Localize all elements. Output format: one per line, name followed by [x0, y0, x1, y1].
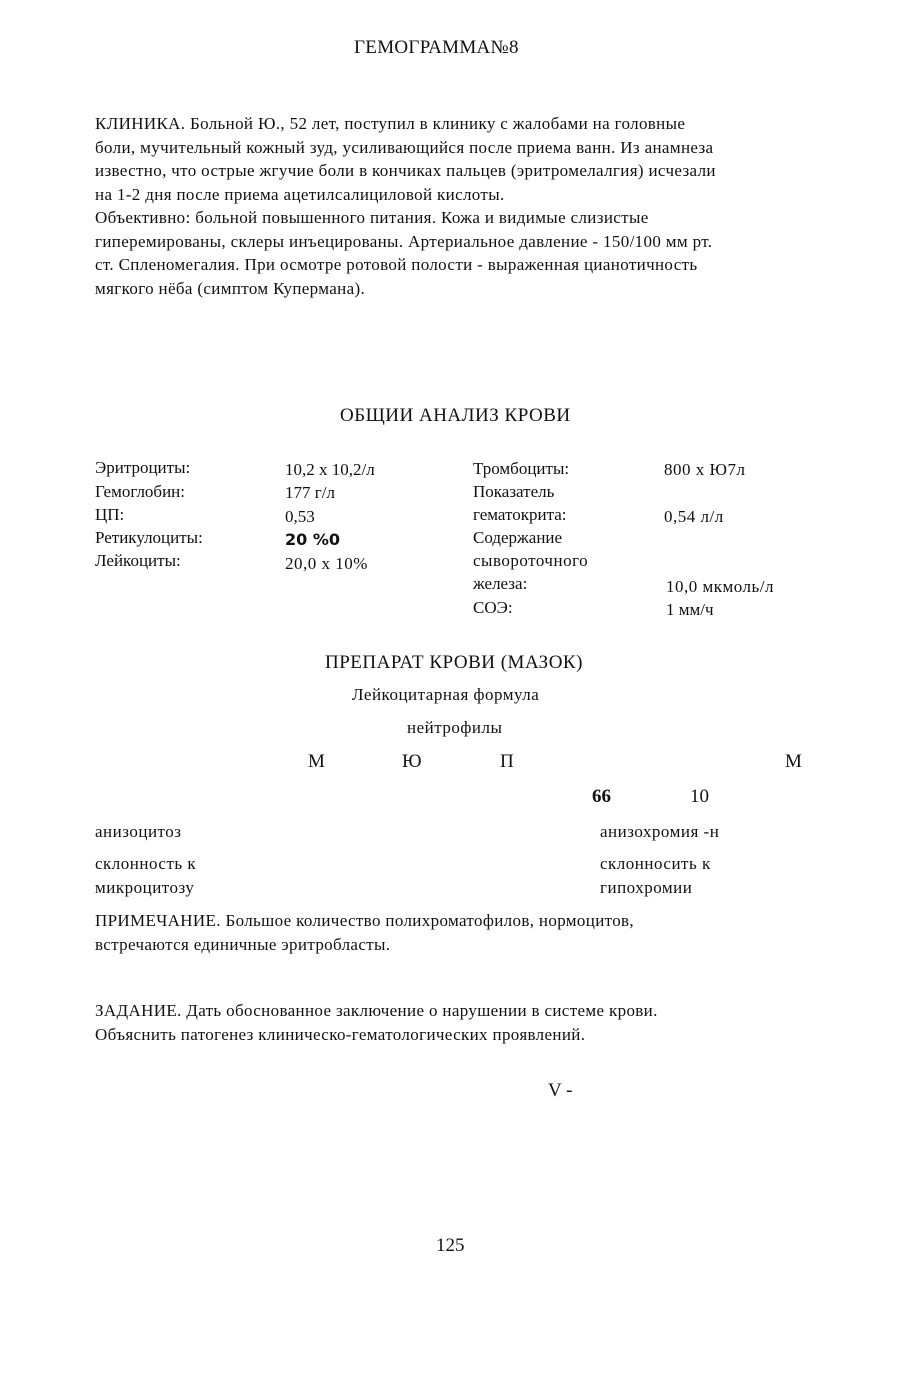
clinic-paragraph — [95, 112, 825, 300]
note-paragraph — [95, 909, 825, 956]
clinic-line: КЛИНИКА. Больной Ю., 52 лет, поступил в клинику с жалобами на головные — [95, 114, 686, 133]
page-title: ГЕМОГРАММА№8 — [354, 37, 519, 58]
clinic-line: ст. Спленомегалия. При осмотре ротовой полости - выраженная цианотичность — [95, 255, 698, 274]
note-tendency-right: склонносить к — [600, 854, 711, 873]
hematocrit-value: 0,54 л/л — [664, 507, 724, 526]
erythrocytes-value: 10,2 x 10,2/л — [285, 460, 375, 479]
platelets-value: 800 x Ю7л — [664, 460, 746, 479]
esr-label: СОЭ: — [473, 598, 513, 617]
hemoglobin-value: 177 г/л — [285, 483, 335, 502]
iron-label-3: железа: — [473, 574, 528, 593]
handwritten-mark: V - — [548, 1080, 573, 1101]
note-line: встречаются единичные эритробласты. — [95, 934, 391, 954]
leukocytes-label: Лейкоциты: — [95, 551, 181, 570]
task-paragraph — [95, 999, 825, 1046]
hematocrit-label-2: гематокрита: — [473, 505, 567, 524]
column-band: П — [500, 751, 514, 772]
color-index-label: ЦП: — [95, 505, 125, 524]
task-line: ЗАДАНИЕ. Дать обоснованное заключение о нарушении в системе крови. — [95, 1001, 658, 1020]
column-young: Ю — [402, 751, 422, 772]
clinic-line: Объективно: больной повышенного питания. Кожа и видимые слизистые — [95, 208, 649, 227]
color-index-value: 0,53 — [285, 507, 315, 526]
note-tendency: склонность к — [95, 854, 197, 873]
note-anisocytosis: анизоцитоз — [95, 822, 182, 841]
platelets-label: Тромбоциты: — [473, 459, 570, 478]
iron-value: 10,0 мкмоль/л — [666, 577, 774, 596]
clinic-line: боли, мучительный кожный зуд, усиливающийся после приема ванн. Из анамнеза — [95, 137, 714, 157]
hematocrit-label-1: Показатель — [473, 482, 555, 501]
blood-analysis-heading: ОБЩИИ АНАЛИЗ КРОВИ — [340, 405, 571, 426]
task-line: Объяснить патогенез клиническо-гематологических проявлений. — [95, 1024, 586, 1044]
erythrocytes-label: Эритроциты: — [95, 458, 191, 477]
note-hypochromia: гипохромии — [600, 878, 693, 897]
note-microcytosis: микроцитозу — [95, 878, 195, 897]
iron-label-2: сывороточного — [473, 551, 589, 570]
note-anisochromia: анизохромия -н — [600, 822, 720, 841]
iron-label-1: Содержание — [473, 528, 563, 547]
value-segmented: 66 — [592, 786, 611, 807]
smear-heading: ПРЕПАРАТ КРОВИ (МАЗОК) — [325, 652, 583, 673]
reticulocytes-value: 20 %0 — [285, 530, 340, 549]
leukocyte-formula-heading: Лейкоцитарная формула — [352, 685, 540, 704]
column-monocytes: М — [785, 751, 802, 772]
hemoglobin-label: Гемоглобин: — [95, 482, 185, 501]
clinic-line: известно, что острые жгучие боли в кончиках пальцев (эритромелалгия) исчезали — [95, 161, 716, 180]
esr-value: 1 мм/ч — [666, 600, 714, 619]
reticulocytes-label: Ретикулоциты: — [95, 528, 203, 547]
clinic-line: гиперемированы, склеры инъецированы. Артериальное давление - 150/100 мм рт. — [95, 231, 713, 251]
clinic-line: мягкого нёба (симптом Купермана). — [95, 278, 366, 298]
note-line: ПРИМЕЧАНИЕ. Большое количество полихроматофилов, нормоцитов, — [95, 911, 635, 930]
value-lymphocytes: 10 — [690, 786, 709, 807]
neutrophils-label: нейтрофилы — [407, 718, 503, 737]
column-myelocytes: М — [308, 751, 325, 772]
page-number: 125 — [436, 1235, 465, 1256]
clinic-line: на 1-2 дня после приема ацетилсалициловой кислоты. — [95, 184, 505, 204]
leukocytes-value: 20,0 x 10% — [285, 554, 368, 573]
